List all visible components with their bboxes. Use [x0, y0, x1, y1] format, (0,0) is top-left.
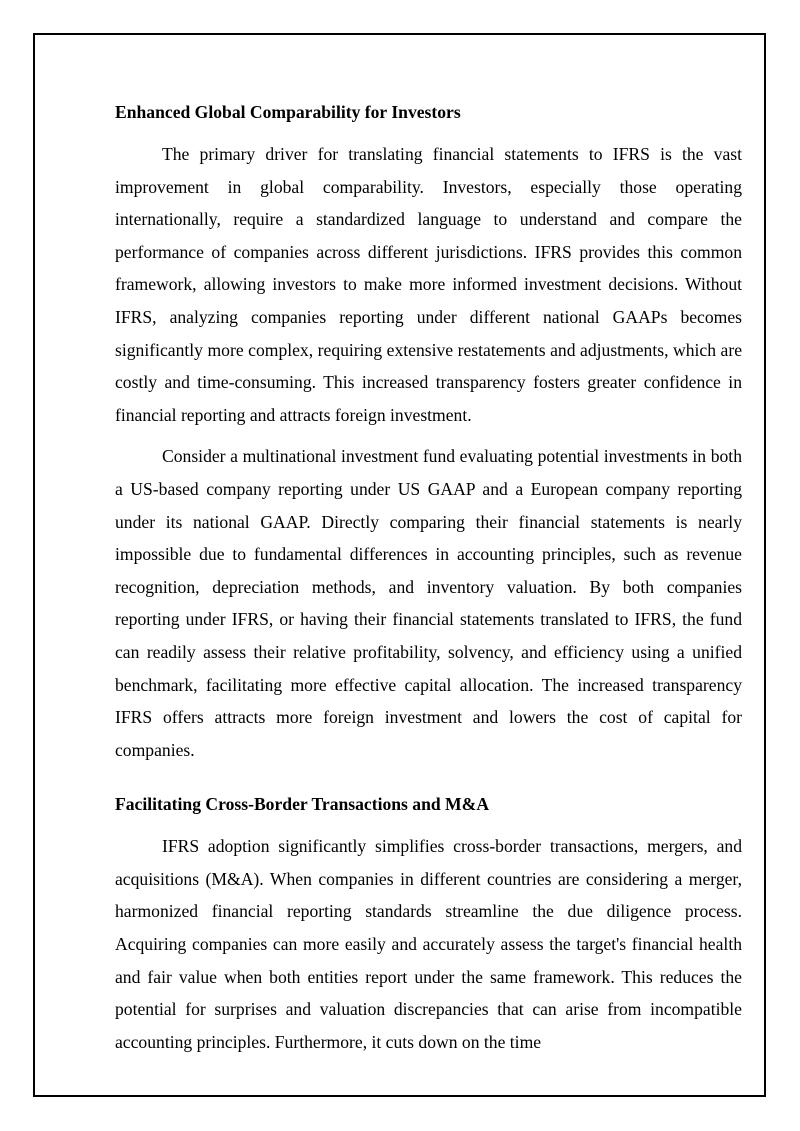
paragraph: IFRS adoption significantly simplifies cross-border transactions, mergers, and acquisitions (M&A). When companies in different countries are considering a merger, harmonized financial reporting standards streamline the due diligence process. Acquiring companies can more easily and accurately assess the target's financial health and fair value when both entities report under the same framework. This reduces the potential for surprises and valuation discrepancies that can arise from incompatible accounting principles. Furthermore, it cuts down on the time	[115, 836, 742, 1052]
document-body	[115, 96, 742, 1058]
paragraph: Consider a multinational investment fund evaluating potential investments in both a US-based company reporting under US GAAP and a European company reporting under its national GAAP. Directly comparing their financial statements is nearly impossible due to fundamental differences in accounting principles, such as revenue recognition, depreciation methods, and inventory valuation. By both companies reporting under IFRS, or having their financial statements translated to IFRS, the fund can readily assess their relative profitability, solvency, and efficiency using a unified benchmark, facilitating more effective capital allocation. The increased transparency IFRS offers attracts more foreign investment and lowers the cost of capital for companies.	[115, 446, 742, 760]
paragraph: The primary driver for translating financial statements to IFRS is the vast improvement in global comparability. Investors, especially those operating internationally, require a standardized language to understand and compare the performance of companies across different jurisdictions. IFRS provides this common framework, allowing investors to make more informed investment decisions. Without IFRS, analyzing companies reporting under different national GAAPs becomes significantly more complex, requiring extensive restatements and adjustments, which are costly and time-consuming. This increased transparency fosters greater confidence in financial reporting and attracts foreign investment.	[115, 144, 742, 425]
section-heading: Facilitating Cross-Border Transactions and M&A	[115, 794, 490, 815]
section-heading: Enhanced Global Comparability for Investors	[115, 102, 461, 122]
